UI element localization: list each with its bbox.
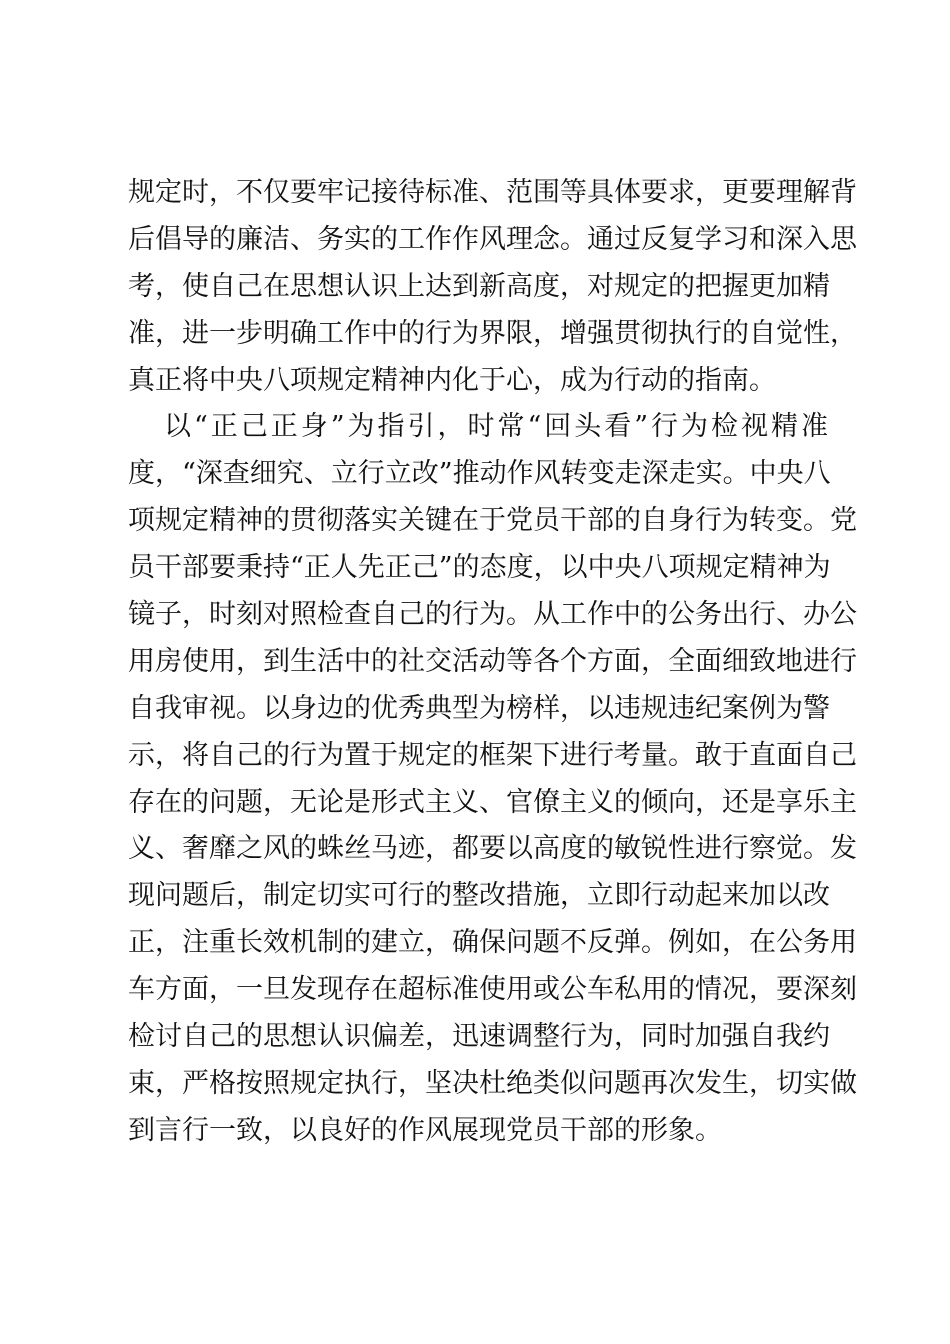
text-line: 义、奢靡之风的蛛丝马迹，都要以高度的敏锐性进行察觉。发 [128,833,857,865]
text-line-indented: 以“正己正身”为指引，时常“回头看”行为检视精准 [164,411,828,443]
text-line: 镜子，时刻对照检查自己的行为。从工作中的公务出行、办公 [128,599,857,631]
text-line: 检讨自己的思想认识偏差，迅速调整行为，同时加强自我约 [128,1021,830,1053]
text-line: 车方面，一旦发现存在超标准使用或公车私用的情况，要深刻 [128,974,857,1006]
text-line: 束，严格按照规定执行，坚决杜绝类似问题再次发生，切实做 [128,1067,857,1099]
text-line: 用房使用，到生活中的社交活动等各个方面，全面细致地进行 [128,645,857,677]
text-line: 度，“深查细究、立行立改”推动作风转变走深走实。中央八 [128,458,831,490]
text-line: 后倡导的廉洁、务实的工作作风理念。通过反复学习和深入思 [128,223,857,255]
body-text [128,170,857,1155]
text-line: 存在的问题，无论是形式主义、官僚主义的倾向，还是享乐主 [128,786,857,818]
text-line: 考，使自己在思想认识上达到新高度，对规定的把握更加精 [128,270,830,302]
text-line: 真正将中央八项规定精神内化于心，成为行动的指南。 [128,364,776,396]
text-line: 员干部要秉持“正人先正己”的态度，以中央八项规定精神为 [128,552,831,584]
text-line: 规定时，不仅要牢记接待标准、范围等具体要求，更要理解背 [128,177,857,208]
text-line: 项规定精神的贯彻落实关键在于党员干部的自身行为转变。党 [128,505,857,537]
text-line: 到言行一致，以良好的作风展现党员干部的形象。 [128,1114,722,1146]
text-line: 现问题后，制定切实可行的整改措施，立即行动起来加以改 [128,880,830,912]
text-line: 自我审视。以身边的优秀典型为榜样，以违规违纪案例为警 [128,692,830,724]
text-line: 准，进一步明确工作中的行为界限，增强贯彻执行的自觉性， [128,317,857,349]
text-line: 正，注重长效机制的建立，确保问题不反弹。例如，在公务用 [128,927,857,959]
text-line: 示，将自己的行为置于规定的框架下进行考量。敢于直面自己 [128,739,857,771]
